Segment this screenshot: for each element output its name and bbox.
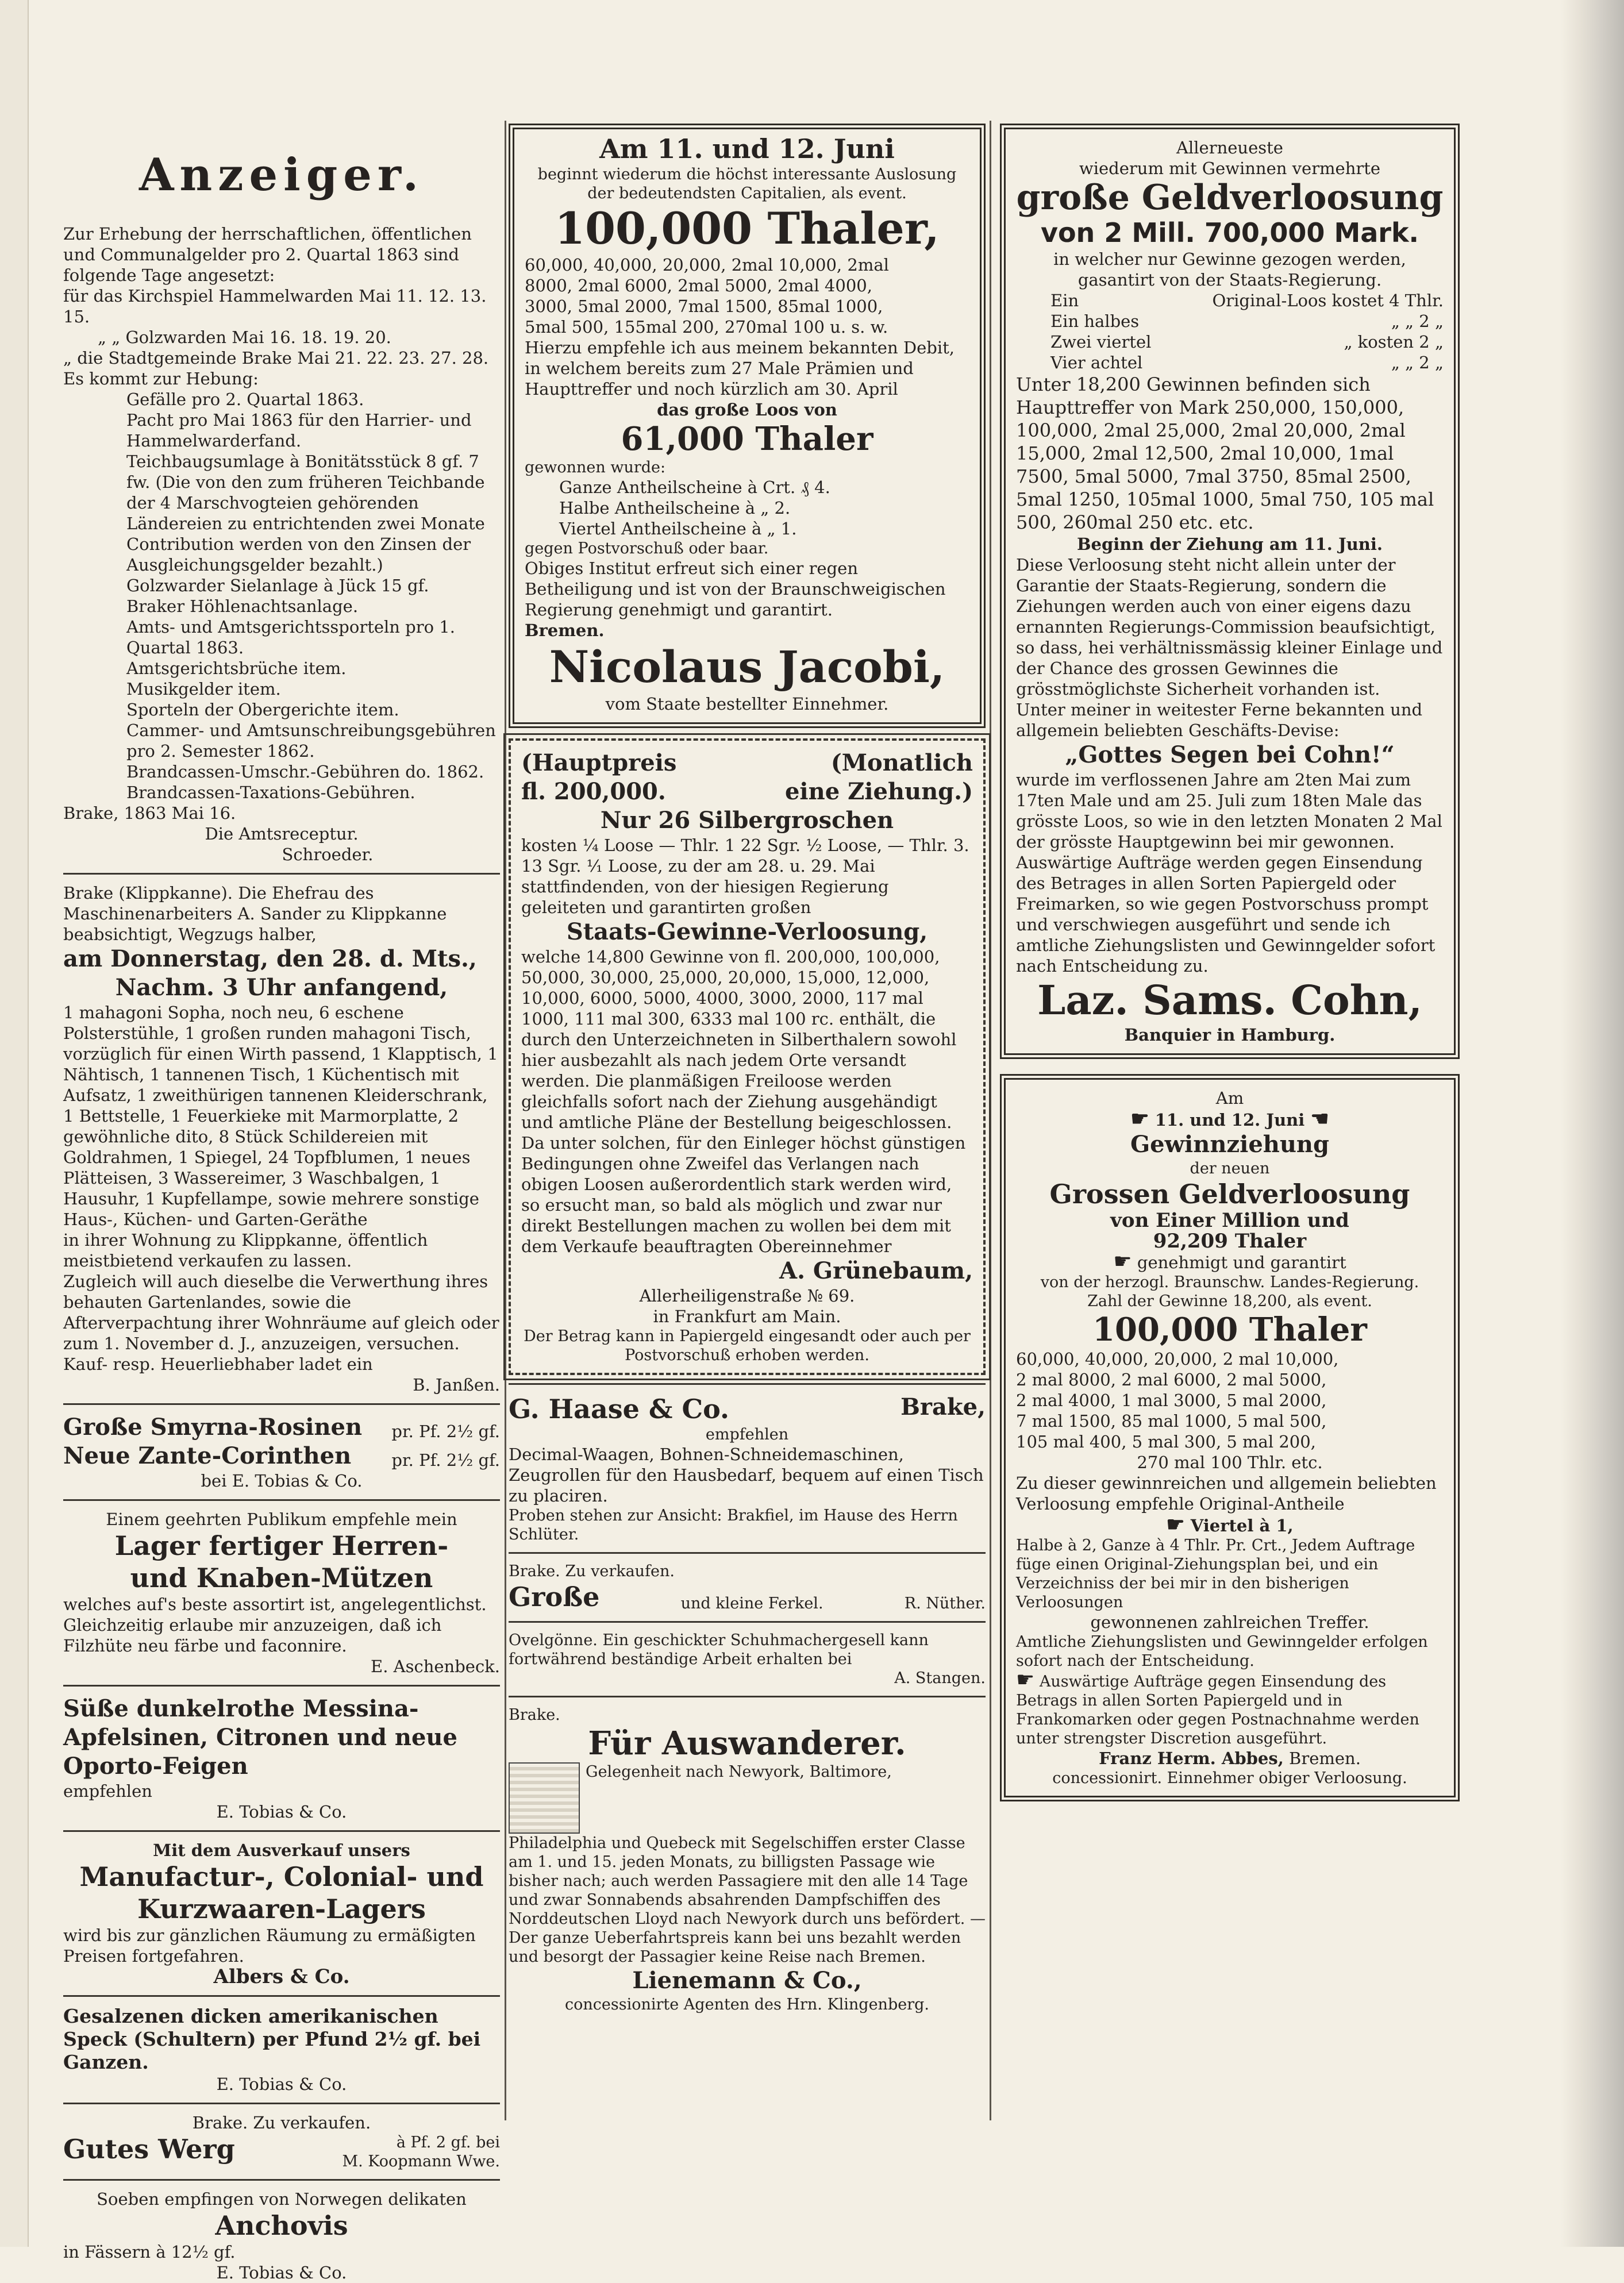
list-item: Sporteln der Obergerichte item. xyxy=(126,700,399,719)
winners-text: wurde im verflossenen Jahre am 2ten Mai zum 17ten Male und am 25. Juli zum 18ten Male das grösste Loos, so wie in den letzten Monaten 2 Mal der grösste Hauptgewinn bei mir gewonnen. xyxy=(1016,770,1442,852)
lottery-text: welche 14,800 Gewinne von fl. 200,000, 100,000, 50,000, 30,000, 25,000, 20,000, 15,000, 12,000, 10,000, 6000, 5000, 4000, 3000, 2000, 117 mal 1000, 111 mal 300, 6333 mal 100 rc. enthält, die durch den Unterzeichneten in Silberthalern sowohl hier ausbezahlt als nach jedem Orte versandt werden. Die planmäßigen Freiloose werden gleichfalls sofort nach der Ziehung ausgehändigt und amtliche Pläne der Bestellung beigeschlossen. xyxy=(521,947,957,1132)
staats-heading: Staats-Gewinne-Verloosung, xyxy=(566,918,928,945)
sale-title: Manufactur-, Colonial- und xyxy=(79,1861,484,1892)
haase-samples: Proben stehen zur Ansicht: Brakfiel, im Hause des Herrn Schlüter. xyxy=(509,1507,958,1543)
lottery-agent-role: vom Staate bestellter Einnehmer. xyxy=(605,694,889,714)
ad-amount: von 2 Mill. 700,000 Mark. xyxy=(1040,217,1419,248)
divider xyxy=(63,1830,500,1832)
agent-name: A. Grünebaum, xyxy=(779,1257,973,1284)
emigrants-text: Gelegenheit nach Newyork, Baltimore, Philadelphia und Quebeck mit Segelschiffen erster Classe am 1. und 15. jeden Monats, zu billigsten Passage wie bisher nach; auch werden Passagiere mit den alle 14 Tage und zwar Sonnabends absahrenden Dampfschiffen des Norddeutschen Lloyd nach Newyork durch uns befördert. — Der ganze Ueberfahrtspreis kann bei uns bezahlt werden und besorgt der Passagier keine Reise nach Bremen. xyxy=(509,1763,986,1966)
fruit-signature: E. Tobias & Co. xyxy=(216,1802,347,1822)
sale-intro: Mit dem Ausverkauf unsers xyxy=(153,1841,410,1860)
prize-list-line: 270 mal 100 Thlr. etc. xyxy=(1137,1453,1323,1472)
bacon-signature: E. Tobias & Co. xyxy=(216,2074,347,2094)
ad-am: Am xyxy=(1215,1088,1244,1108)
draw-dates: 11. und 12. Juni xyxy=(1154,1110,1305,1130)
banker-name: Laz. Sams. Cohn, xyxy=(1037,976,1422,1024)
divider xyxy=(63,1995,500,1997)
prize-label: (Hauptpreis xyxy=(521,749,677,776)
agent-name: Franz Herm. Abbes, xyxy=(1099,1749,1284,1768)
pointing-hand-icon: ☚ xyxy=(1310,1107,1329,1131)
divider xyxy=(509,1383,986,1385)
price-table xyxy=(1016,290,1444,373)
auction-date: am Donnerstag, den 28. d. Mts., xyxy=(63,945,477,972)
ad-headline: große Geldverloosung xyxy=(1016,178,1444,218)
ad-authority: von der herzogl. Braunschw. Landes-Regierung. xyxy=(1040,1273,1419,1291)
pointing-hand-icon: ☛ xyxy=(1130,1107,1149,1131)
auction-lease: Zugleich will auch dieselbe die Verwerthung ihres behauten Gartenlandes, sowie die Afterverpachtung ihrer Wohnräume auf gleich oder zum 1. November d. J., anzuzeigen, versuchen. xyxy=(63,1272,499,1353)
page-edge-stack xyxy=(1561,0,1624,2247)
anchovis-title: Anchovis xyxy=(215,2210,348,2241)
lottery-won: gewonnen wurde: xyxy=(525,459,666,476)
ad-gewinnziehung: Gewinnziehung xyxy=(1130,1131,1329,1158)
divider xyxy=(63,1685,500,1687)
caps-signature: E. Aschenbeck. xyxy=(371,1657,500,1676)
werg-line xyxy=(63,2133,500,2171)
raisins-price: pr. Pf. 2½ gf. xyxy=(391,1422,500,1441)
anchovis-signature: E. Tobias & Co. xyxy=(216,2263,347,2282)
list-item: Pacht pro Mai 1863 für den Harrier- und Hammelwarderfand. xyxy=(126,410,472,451)
ad-headline: Grossen Geldverloosung xyxy=(1049,1179,1410,1210)
agent-address: Allerheiligenstraße № 69. xyxy=(639,1286,855,1306)
prize-amount: fl. 200,000. xyxy=(521,778,666,805)
werg-price: à Pf. 2 gf. bei xyxy=(396,2134,500,2151)
notice-line: „ „ Golzwarden Mai 16. 18. 19. 20. xyxy=(98,328,391,347)
fruit-title: Süße dunkelrothe Messina-Apfelsinen, Citronen und neue Oporto-Feigen xyxy=(63,1695,457,1780)
haase-city: Brake, xyxy=(900,1393,986,1420)
auction-signature: B. Janßen. xyxy=(413,1375,500,1395)
list-item: Cammer- und Amtsunschreibungsgebühren pro 2. Semester 1862. xyxy=(126,721,496,761)
auction-invite: Kauf- resp. Heuerliebhaber ladet ein xyxy=(63,1354,373,1374)
left-binding-gutter xyxy=(0,0,29,2247)
haase-name: G. Haase & Co. xyxy=(509,1393,729,1425)
column-rule-1 xyxy=(505,121,506,2120)
drawing-frequency: eine Ziehung.) xyxy=(784,778,973,805)
pointing-hand-icon: ☛ xyxy=(1113,1250,1132,1273)
price-value: Original-Loos kostet 4 Thlr. xyxy=(1212,291,1444,310)
lottery-text: kosten ¼ Loose — Thlr. 1 22 Sgr. ½ Loose, — Thlr. 3. 13 Sgr. ⅟₁ Loose, zu der am 28. u. 29. Mai stattfindenden, von der hiesigen Regierung geleiteten und garantirten großen xyxy=(521,836,969,917)
lottery-main-prize: 100,000 Thaler, xyxy=(555,203,940,254)
abbes-lottery-ad xyxy=(1000,1074,1460,1801)
lottery-institute: Obiges Institut erfreut sich einer regen Betheiligung und ist von der Braunschweigischen Regierung genehmigt und garantirt. xyxy=(525,559,946,619)
ad-subkicker: wiederum mit Gewinnen vermehrte xyxy=(1079,159,1381,178)
motto-intro: Unter meiner in weitester Ferne bekannten und allgemein beliebten Geschäfts-Devise: xyxy=(1016,700,1423,740)
notice-line: für das Kirchspiel Hammelwarden Mai 11. 12. 13. 15. xyxy=(63,286,487,326)
divider xyxy=(63,2179,500,2181)
column-right xyxy=(1000,124,1460,1801)
list-item: Braker Höhlenachtsanlage. xyxy=(126,596,359,616)
price-heading: Nur 26 Silbergroschen xyxy=(600,807,894,834)
draw-start: Beginn der Ziehung am 11. Juni. xyxy=(1076,534,1383,554)
pointing-hand-icon: ☛ xyxy=(1166,1512,1185,1537)
notice-line: „ die Stadtgemeinde Brake Mai 21. 22. 23. 27. 28. xyxy=(63,348,489,368)
lottery-text: Da unter solchen, für den Einleger höchst günstigen Bedingungen ohne Zweifel das Verlangen nach obigen Loosen außerordentlich stark werden wird, so ersucht man, so bald als möglich und zwar nur direkt Bestellungen machen zu wollen bei dem mit dem Verkaufe beauftragten Obereinnehmer xyxy=(521,1133,966,1256)
prize-list-line: 2 mal 8000, 2 mal 6000, 2 mal 5000, xyxy=(1016,1370,1327,1389)
divider xyxy=(509,1552,986,1554)
notice-date: Brake, 1863 Mai 16. xyxy=(63,803,236,823)
ad-winners: gewonnenen zahlreichen Treffer. xyxy=(1090,1612,1369,1632)
werg-intro: Brake. Zu verkaufen. xyxy=(192,2113,371,2132)
price-row xyxy=(1050,290,1444,311)
monthly-label: (Monatlich xyxy=(830,749,973,776)
divider xyxy=(509,1621,986,1623)
lottery-text: Hierzu empfehle ich aus meinem bekannten Debit, in welchem bereits zum 27 Male Prämien und Haupttreffer und noch kürzlich am 30. April xyxy=(525,338,955,399)
caps-body: welches auf's beste assortirt ist, angelegentlichst. Gleichzeitig erlaube mir anzuzeigen, daß ich Filzhüte neu färbe und faconnire. xyxy=(63,1595,487,1656)
lottery-agent-name: Nicolaus Jacobi, xyxy=(549,641,945,692)
price-value: „ „ 2 „ xyxy=(1391,311,1444,331)
ad-orders: Auswärtige Aufträge gegen Einsendung des Betrags in allen Sorten Papiergeld und in Frankomarken oder gegen Postnachnahme werden unter strengster Discretion ausgeführt. xyxy=(1016,1673,1419,1747)
list-item: Brandcassen-Taxations-Gebühren. xyxy=(126,783,415,802)
ad-quarter-price: Viertel à 1, xyxy=(1190,1516,1294,1535)
shoemaker-ad: Ovelgönne. Ein geschickter Schuhmachergesell kann fortwährend beständige Arbeit erhalten bei xyxy=(509,1631,929,1668)
column-left xyxy=(63,124,500,2283)
raisins-bei: bei xyxy=(201,1471,227,1491)
haase-empfehlen: empfehlen xyxy=(705,1426,789,1443)
prize-list-line: 5mal 500, 155mal 200, 270mal 100 u. s. w. xyxy=(525,317,888,337)
ad-amount-line-2: 92,209 Thaler xyxy=(1153,1230,1307,1253)
orders-text: Auswärtige Aufträge werden gegen Einsendung des Betrages in allen Sorten Papiergeld oder Freimarken, so wie gegen Postvorschuss prompt und verschwiegen ausgeführt und sende ich amtliche Ziehungslisten und Gewinngelder sofort nach Entscheidung zu. xyxy=(1016,853,1436,976)
list-item: Amtsgerichtsbrüche item. xyxy=(126,659,347,678)
list-item: Musikgelder item. xyxy=(126,679,281,699)
pointing-hand-icon: ☛ xyxy=(1016,1668,1035,1692)
anchovis-price: in Fässern à 12½ gf. xyxy=(63,2242,236,2262)
price-label: Ein halbes xyxy=(1050,311,1140,331)
list-item: Gefälle pro 2. Quartal 1863. xyxy=(126,390,364,409)
price-row xyxy=(1050,311,1444,332)
jacobi-lottery-ad xyxy=(509,124,986,728)
shoemaker-signature: A. Stangen. xyxy=(894,1669,986,1687)
ad-amount-line: von Einer Million und xyxy=(1110,1209,1349,1232)
prize-list-line: 2 mal 4000, 1 mal 3000, 5 mal 2000, xyxy=(1016,1391,1327,1410)
price-value: „ „ 2 „ xyxy=(1391,353,1444,372)
price-value: „ kosten 2 „ xyxy=(1344,332,1444,352)
lottery-date-heading: Am 11. und 12. Juni xyxy=(599,133,895,164)
gruenebaum-lottery-ad xyxy=(509,738,986,1375)
currants-title: Neue Zante-Corinthen xyxy=(63,1442,352,1469)
emigrants-title: Für Auswanderer. xyxy=(588,1724,906,1762)
caps-intro: Einem geehrten Publikum empfehle mein xyxy=(106,1510,457,1529)
ad-kicker: Allerneueste xyxy=(1176,138,1283,157)
prize-list-line: 7 mal 1500, 85 mal 1000, 5 mal 500, xyxy=(1016,1411,1327,1431)
caps-title: Lager fertiger Herren- xyxy=(114,1530,449,1561)
list-item: Golzwarder Sielanlage à Jück 15 gf. xyxy=(126,576,429,595)
piglets-text: und kleine Ferkel. xyxy=(680,1595,823,1612)
prize-list-line: 60,000, 40,000, 20,000, 2 mal 10,000, xyxy=(1016,1349,1339,1369)
piglets-intro: Brake. Zu verkaufen. xyxy=(509,1562,675,1580)
auction-items: 1 mahagoni Sopha, noch neu, 6 eschene Polsterstühle, 1 großen runden mahagoni Tisch, vorzüglich für einen Wirth passend, 1 Klapptisch, 1 Nähtisch, 1 tannenen Tisch, 1 Küchentisch mit Aufsatz, 1 zweithürigen tannenen Kleiderschrank, 1 Bettstelle, 1 Feuerkieke mit Marmorplatte, 2 gewöhnliche dito, 8 Stück Schildereien mit Goldrahmen, 1 Spiegel, 24 Topfblumen, 1 neues Plätteisen, 3 Wassereimer, 3 Waschbalgen, 1 Hausuhr, 1 Kupfellampe, sowie mehrere sonstige Haus-, Küchen- und Garten-Geräthe xyxy=(63,1003,498,1229)
piglets-signature: R. Nüther. xyxy=(904,1595,986,1612)
lottery-subheading: beginnt wiederum die höchst interessante Auslosung der bedeutendsten Capitalien, als event. xyxy=(537,165,957,202)
anchovis-intro: Soeben empfingen von Norwegen delikaten xyxy=(97,2189,467,2209)
ad-top-prize: 100,000 Thaler xyxy=(1092,1311,1367,1349)
currants-price: pr. Pf. 2½ gf. xyxy=(391,1450,500,1470)
auction-intro: Brake (Klippkanne). Die Ehefrau des Maschinenarbeiters A. Sander zu Klippkanne beabsichtigt, Wegzugs halber, xyxy=(63,883,447,944)
guarantee-text: Diese Verloosung steht nicht allein unter der Garantie der Staats-Regierung, sondern die Ziehungen werden auch von einer eigens dazu ernannten Regierungs-Commission beaufsichtigt, so dass, hei verhältnissmässig kleiner Einlage und der Chance des grossen Gewinnes die grösstmöglichste Sicherheit vorhanden ist. xyxy=(1016,555,1443,699)
divider xyxy=(509,1696,986,1697)
price-label: Vier achtel xyxy=(1050,353,1143,372)
lottery-payment: gegen Postvorschuß oder baar. xyxy=(525,540,769,557)
raisins-ad-line xyxy=(63,1413,500,1442)
sailing-ship-icon xyxy=(509,1762,580,1834)
lottery-61000: 61,000 Thaler xyxy=(621,420,873,458)
caps-title-2: und Knaben-Mützen xyxy=(130,1562,433,1593)
page-title: Anzeiger. xyxy=(138,149,425,201)
auction-place: in ihrer Wohnung zu Klippkanne, öffentlich meistbietend verkaufen zu lassen. xyxy=(63,1230,428,1271)
notice-signer-name: Schroeder. xyxy=(282,845,374,864)
emigrants-city: Brake. xyxy=(509,1706,560,1724)
lottery-city: Bremen. xyxy=(525,621,605,640)
sale-signature: Albers & Co. xyxy=(213,1965,350,1988)
emigrants-agent-note: concessionirte Agenten des Hrn. Klingenberg. xyxy=(565,1996,929,2013)
share-price: Halbe Antheilscheine à „ 2. xyxy=(559,498,791,518)
list-item: Amts- und Amtsgerichtssporteln pro 1. Quartal 1863. xyxy=(126,617,455,657)
price-row xyxy=(1050,332,1444,352)
ad-note: in welcher nur Gewinne gezogen werden, gasantirt von der Staats-Regierung. xyxy=(1053,249,1406,290)
ad-der-neuen: der neuen xyxy=(1190,1160,1270,1177)
cohn-lottery-ad xyxy=(1000,124,1460,1059)
ad-offer: Zu dieser gewinnreichen und allgemein beliebten Verloosung empfehle Original-Antheile xyxy=(1016,1473,1437,1514)
sale-body: wird bis zur gänzlichen Räumung zu ermäßigten Preisen fortgefahren. xyxy=(63,1926,476,1966)
agent-city: Bremen. xyxy=(1289,1749,1361,1768)
notice-text: Zur Erhebung der herrschaftlichen, öffentlichen und Communalgelder pro 2. Quartal 1863 sind folgende Tage angesetzt: xyxy=(63,224,472,285)
fruit-empfehlen: empfehlen xyxy=(63,1781,152,1801)
price-label: Ein xyxy=(1050,291,1079,310)
agent-city: in Frankfurt am Main. xyxy=(653,1307,841,1326)
ad-prize-count: Zahl der Gewinne 18,200, als event. xyxy=(1087,1292,1372,1310)
column-middle xyxy=(509,124,986,2014)
werg-signature: M. Koopmann Wwe. xyxy=(342,2153,500,2170)
currants-ad-line xyxy=(63,1442,500,1470)
prize-list-line: 8000, 2mal 6000, 2mal 5000, 2mal 4000, xyxy=(525,276,872,295)
ad-share-prices: Halbe à 2, Ganze à 4 Thlr. Pr. Crt., Jedem Auftrage füge einen Original-Ziehungsplan bei, und ein Verzeichniss der bei mir in den bisherigen Verloosungen xyxy=(1016,1537,1415,1611)
payment-note: Der Betrag kann in Papiergeld eingesandt oder auch per Postvorschuß erhoben werden. xyxy=(524,1327,971,1364)
notice-signer: Die Amtsreceptur. xyxy=(205,824,359,844)
tax-item-list xyxy=(63,389,500,803)
emigrants-agent: Lienemann & Co., xyxy=(632,1967,862,1994)
notice-line: Es kommt zur Hebung: xyxy=(63,369,259,388)
prize-list-line: 3000, 5mal 2000, 7mal 1500, 85mal 1000, xyxy=(525,297,883,316)
prize-list: Unter 18,200 Gewinnen befinden sich Haupttreffer von Mark 250,000, 150,000, 100,000, 2mal 25,000, 2mal 20,000, 2mal 15,000, 2mal 12,500, 2mal 10,000, 1mal 7500, 5mal 5000, 7mal 3750, 85mal 2500, 5mal 1250, 105mal 1000, 5mal 750, 105 mal 500, 260mal 250 etc. etc. xyxy=(1016,374,1434,533)
auction-time: Nachm. 3 Uhr anfangend, xyxy=(115,974,448,1001)
bacon-ad: Gesalzenen dicken amerikanischen Speck (Schultern) per Pfund 2½ gf. bei Ganzen. xyxy=(63,2005,481,2073)
price-row xyxy=(1050,352,1444,373)
list-item: Teichbaugsumlage à Bonitätsstück 8 gf. 7 fw. (Die von den zum früheren Teichbande der 4 Marschvogteien gehörenden Ländereien zu entrichtenden zwei Monate Contribution werden von den Zinsen der Ausgleichungsgelder bezahlt.) xyxy=(126,452,485,575)
price-label: Zwei viertel xyxy=(1050,332,1152,352)
business-motto: „Gottes Segen bei Cohn!“ xyxy=(1065,741,1395,768)
divider xyxy=(63,873,500,875)
ad-lists: Amtliche Ziehungslisten und Gewinngelder erfolgen sofort nach der Entscheidung. xyxy=(1016,1633,1428,1670)
share-price: Viertel Antheilscheine à „ 1. xyxy=(559,519,797,538)
raisins-title: Große Smyrna-Rosinen xyxy=(63,1414,363,1441)
list-item: Brandcassen-Umschr.-Gebühren do. 1862. xyxy=(126,762,484,781)
divider xyxy=(63,1499,500,1501)
haase-items: Decimal-Waagen, Bohnen-Schneidemaschinen, Zeugrollen für den Hausbedarf, bequem auf einen Tisch zu placiren. xyxy=(509,1445,984,1506)
divider xyxy=(63,2103,500,2104)
raisins-signature: E. Tobias & Co. xyxy=(232,1471,363,1491)
werg-title: Gutes Werg xyxy=(63,2134,235,2165)
divider xyxy=(63,1403,500,1405)
column-rule-2 xyxy=(990,121,991,2120)
banker-location: Banquier in Hamburg. xyxy=(1124,1025,1336,1045)
lottery-big-lot: das große Loos von xyxy=(657,400,837,419)
prize-list-line: 105 mal 400, 5 mal 300, 5 mal 200, xyxy=(1016,1432,1316,1452)
agent-role: concessionirt. Einnehmer obiger Verloosung. xyxy=(1052,1769,1407,1787)
sale-title-2: Kurzwaaren-Lagers xyxy=(137,1893,426,1924)
piglets-title: Große xyxy=(509,1581,600,1612)
prize-list-line: 60,000, 40,000, 20,000, 2mal 10,000, 2mal xyxy=(525,255,889,275)
share-price: Ganze Antheilscheine à Crt. ₰ 4. xyxy=(559,478,830,497)
ad-guarantee: genehmigt und garantirt xyxy=(1137,1253,1346,1272)
